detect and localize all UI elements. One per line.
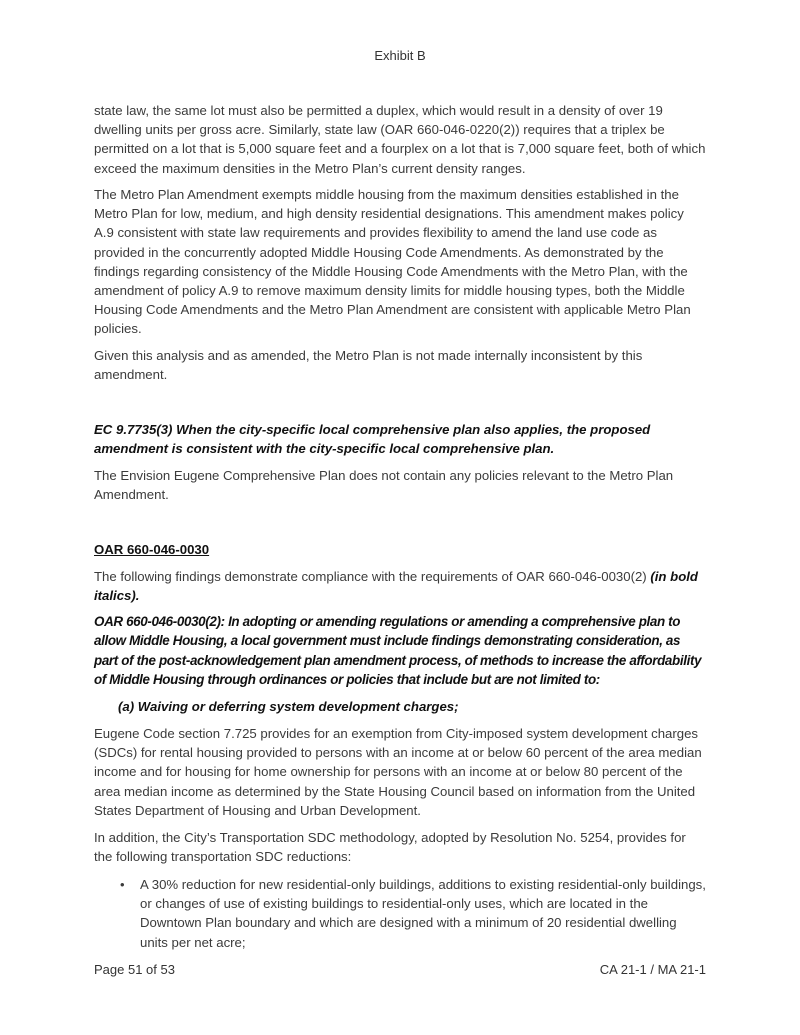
findings-intro-italic: (in bold italics). (94, 569, 698, 604)
paragraph-transportation-sdc: In addition, the City’s Transportation SDC methodology, adopted by Resolution No. 5254, provides for the following transportation SDC reductions: (94, 830, 686, 865)
paragraph-analysis-conclusion: Given this analysis and as amended, the Metro Plan is not made internally inconsistent by this amendment. (94, 348, 643, 383)
ec-criterion-heading: EC 9.7735(3) When the city-specific local comprehensive plan also applies, the proposed amendment is consistent with the city-specific local comprehensive plan. (94, 422, 651, 457)
paragraph-metro-plan-amendment: The Metro Plan Amendment exempts middle housing from the maximum densities established in the Metro Plan for low, medium, and high density residential designations. This amendment makes policy A.9 consistent with state law requirements and provides flexibility to amend the land use code as provided in the concurrently adopted Middle Housing Code Amendments. As demonstrated by the findings regarding consistency of the Middle Housing Code Amendments with the Metro Plan, with the amendment of policy A.9 to remove maximum density limits for middle housing types, both the Middle Housing Code Amendments and the Metro Plan Amendment are consistent with applicable Metro Plan policies. (94, 187, 691, 337)
paragraph-density-state-law: state law, the same lot must also be permitted a duplex, which would result in a density of over 19 dwelling units per gross acre. Similarly, state law (OAR 660-046-0220(2)) requires that a triplex be permitted on a lot that is 5,000 square feet and a fourplex on a lot that is 7,000 square feet, both of which exceed the maximum densities in the Metro Plan’s current density ranges. (94, 103, 706, 176)
page-header-title: Exhibit B (374, 48, 426, 63)
paragraph-envision-eugene: The Envision Eugene Comprehensive Plan does not contain any policies relevant to the Metro Plan Amendment. (94, 468, 674, 503)
bullet-marker: • (120, 877, 125, 892)
sub-criterion-a: (a) Waiving or deferring system development charges; (118, 699, 459, 714)
footer-case-number: CA 21-1 / MA 21-1 (599, 962, 706, 977)
paragraph-eugene-code-sdc: Eugene Code section 7.725 provides for an exemption from City-imposed system development charges (SDCs) for rental housing provided to persons with an income at or below 60 percent of the area median income and for housing for home ownership for persons with an income at or below 80 percent of the area median income as determined by the State Housing Council based on information from the United States Department of Housing and Urban Development. (94, 726, 702, 818)
footer-page-number: Page 51 of 53 (94, 962, 175, 977)
oar-requirement-quote: OAR 660-046-0030(2): In adopting or amending regulations or amending a comprehensive plan to allow Middle Housing, a local government must include findings demonstrating consideration, as part of the post-acknowledgement plan amendment process, of methods to increase the affordability of Middle Housing through ordinances or policies that include but are not limited to: (94, 614, 702, 687)
oar-section-heading: OAR 660-046-0030 (94, 542, 210, 557)
findings-intro-text: The following findings demonstrate compliance with the requirements of OAR 660-046-0030(2) (94, 569, 651, 584)
bullet-text: A 30% reduction for new residential-only buildings, additions to existing residential-only buildings, or changes of use of existing buildings to residential-only uses, which are located in the Downtown Plan boundary and which are designed with a minimum of 20 residential dwelling units per net acre; (140, 877, 706, 950)
paragraph-findings-intro (94, 567, 706, 605)
